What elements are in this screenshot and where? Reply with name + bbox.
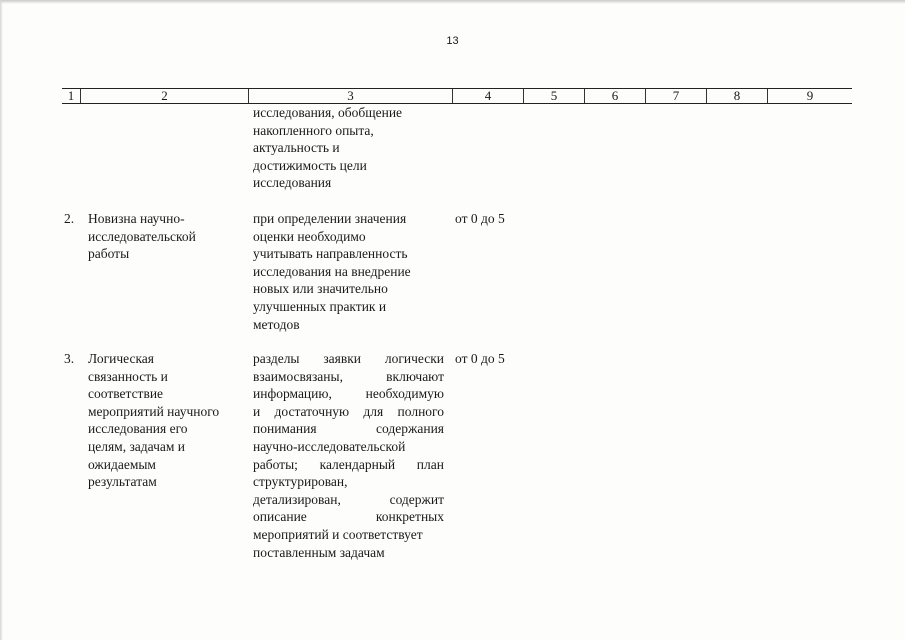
text-line: исследования на внедрение (253, 263, 411, 279)
text-line: при определении значения (253, 211, 407, 226)
text-line: структурирован, (253, 474, 348, 490)
scan-left-edge (0, 0, 3, 640)
text-line: исследования (253, 175, 332, 191)
text-line: описание конкретных (253, 509, 444, 525)
text-line: мероприятий и соответствует (253, 526, 423, 542)
text-line: исследовательской (88, 228, 196, 244)
text-line: исследования его (88, 421, 188, 437)
header-col-9: 9 (806, 88, 814, 103)
header-col-8: 8 (733, 88, 741, 103)
row-description (253, 350, 444, 561)
row-description (253, 210, 411, 333)
text-line: оценки необходимо (253, 228, 366, 244)
text-line: мероприятий научного (88, 403, 220, 419)
header-col-2: 2 (161, 88, 168, 103)
text-line: связанность и (88, 368, 168, 384)
text-line: Новизна научно- (88, 211, 185, 226)
header-col-4: 4 (484, 88, 492, 103)
header-col-3: 3 (347, 88, 354, 103)
header-col-6: 6 (611, 88, 619, 103)
row-number: 2. (64, 211, 75, 226)
text-line: новых или значительно (253, 281, 388, 297)
text-line: поставленным задачам (253, 544, 385, 560)
text-line: информацию, необходимую (253, 386, 444, 402)
text-line: работы (88, 246, 130, 262)
text-line: накопленного опыта, (253, 122, 374, 138)
text-line: ожидаемым (88, 456, 156, 472)
text-line: взаимосвязаны, включают (253, 368, 444, 384)
text-line: достижимость цели (253, 157, 367, 173)
text-line: методов (253, 316, 300, 332)
text-line: Логическая (88, 351, 154, 366)
text-line: целям, задачам и (88, 438, 186, 454)
row-criterion (88, 350, 219, 491)
text-line: исследования, обобщение (253, 105, 403, 120)
row-score: от 0 до 5 (455, 211, 505, 226)
text-line: улучшенных практик и (253, 298, 387, 314)
text-line: и достаточную для полного (253, 403, 444, 419)
text-line: соответствие (88, 386, 164, 402)
row-number: 3. (64, 351, 75, 366)
text-line: результатам (88, 474, 157, 490)
text-line: актуальность и (253, 140, 340, 156)
header-col-7: 7 (672, 88, 680, 103)
text-line: работы; календарный план (253, 456, 444, 472)
text-line: учитывать направленность (253, 246, 408, 262)
text-line: понимания содержания (253, 421, 444, 437)
scan-top-edge (0, 0, 905, 4)
continuation-description (253, 104, 402, 192)
row-score: от 0 до 5 (455, 351, 505, 366)
row-criterion (88, 210, 196, 263)
text-line: разделы заявки логически (253, 351, 444, 366)
text-line: детализирован, содержит (253, 491, 444, 507)
page-number: 13 (446, 35, 459, 47)
table-header-row (62, 88, 852, 104)
header-col-1: 1 (67, 88, 75, 103)
text-line: научно-исследовательской (253, 438, 406, 454)
header-col-5: 5 (550, 88, 558, 103)
